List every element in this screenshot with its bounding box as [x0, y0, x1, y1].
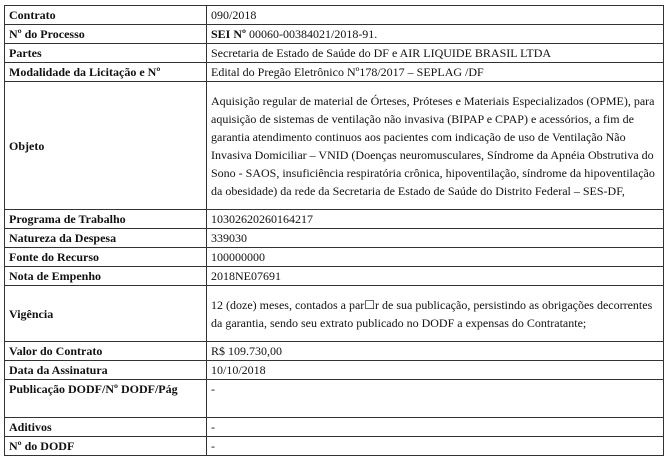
row-objeto — [5, 82, 664, 210]
row-fonte — [5, 248, 664, 267]
row-processo — [5, 25, 664, 44]
label-dodf: Nº do DODF — [5, 437, 207, 456]
label-aditivos: Aditivos — [5, 418, 207, 437]
label-modalidade: Modalidade da Licitação e Nº — [5, 63, 207, 82]
value-vigencia: 12 (doze) meses, contados a par☐r de sua publicação, persistindo as obrigações decorrentes da garantia, sendo seu extrato publicado no DODF a expensas do Contratante; — [207, 286, 664, 342]
value-assinatura: 10/10/2018 — [207, 361, 664, 380]
value-processo-number: 00060-00384021/2018-91. — [248, 27, 378, 41]
row-partes — [5, 44, 664, 63]
value-programa: 10302620260164217 — [207, 210, 664, 229]
label-fonte: Fonte do Recurso — [5, 248, 207, 267]
value-aditivos: - — [207, 418, 664, 437]
label-objeto: Objeto — [5, 82, 207, 210]
value-contrato: 090/2018 — [207, 6, 664, 25]
value-publicacao: - — [207, 380, 664, 418]
value-objeto: Aquisição regular de material de Órteses, Próteses e Materiais Especializados (OPME), para aquisição de sistemas de ventilação não invasiva (BIPAP e CPAP) e acessórios, a fim de garantia atendimento continuos aos pacientes com indicação de uso de Ventilação Não Invasiva Domiciliar – VNID (Doenças neuromusculares, Síndrome da Apnéia Obstrutiva do Sono - SAOS, insuficiência respiratória crônica, hipoventilação, síndrome da hipoventilação da obesidade) da rede da Secretaria de Estado de Saúde do Distrito Federal – SES-DF, — [207, 82, 664, 210]
label-vigencia: Vigência — [5, 286, 207, 342]
value-natureza: 339030 — [207, 229, 664, 248]
label-empenho: Nota de Empenho — [5, 267, 207, 286]
value-dodf: - — [207, 437, 664, 456]
value-partes: Secretaria de Estado de Saúde do DF e AIR LIQUIDE BRASIL LTDA — [207, 44, 664, 63]
row-assinatura — [5, 361, 664, 380]
label-programa: Programa de Trabalho — [5, 210, 207, 229]
row-vigencia — [5, 286, 664, 342]
label-valor: Valor do Contrato — [5, 342, 207, 361]
row-publicacao — [5, 380, 664, 418]
label-assinatura: Data da Assinatura — [5, 361, 207, 380]
row-valor — [5, 342, 664, 361]
row-contrato — [5, 6, 664, 25]
label-partes: Partes — [5, 44, 207, 63]
value-fonte: 100000000 — [207, 248, 664, 267]
value-empenho: 2018NE07691 — [207, 267, 664, 286]
value-modalidade: Edital do Pregão Eletrônico Nº178/2017 – SEPLAG /DF — [207, 63, 664, 82]
label-publicacao: Publicação DODF/Nº DODF/Pág — [5, 380, 207, 418]
value-valor: R$ 109.730,00 — [207, 342, 664, 361]
row-dodf — [5, 437, 664, 456]
label-contrato: Contrato — [5, 6, 207, 25]
row-empenho — [5, 267, 664, 286]
value-processo-prefix: SEI Nº — [211, 27, 246, 41]
row-natureza — [5, 229, 664, 248]
value-processo — [207, 25, 664, 44]
row-modalidade — [5, 63, 664, 82]
contract-table — [4, 5, 664, 456]
row-aditivos — [5, 418, 664, 437]
label-processo: Nº do Processo — [5, 25, 207, 44]
row-programa — [5, 210, 664, 229]
label-natureza: Natureza da Despesa — [5, 229, 207, 248]
